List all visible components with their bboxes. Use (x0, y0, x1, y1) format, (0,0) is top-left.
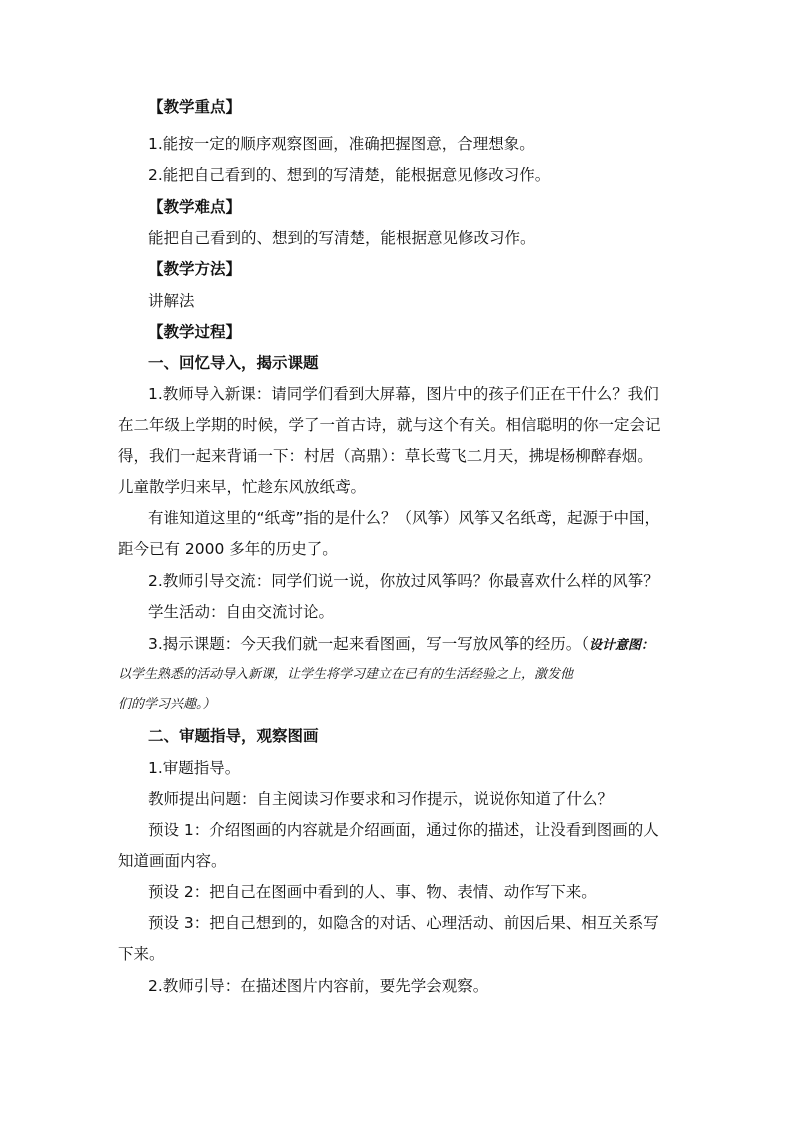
design-intent-label: 设计意图： (589, 638, 655, 653)
paragraph-line: 得，我们一起来背诵一下：村居（高鼎）：草长莺飞二月天，拂堤杨柳醉春烟。 (118, 447, 653, 465)
paragraph-line: 距今已有 2000 多年的历史了。 (118, 540, 338, 558)
paragraph-line: 1.能按一定的顺序观察图画，准确把握图意，合理想象。 (148, 135, 535, 153)
paragraph-line: 下来。 (118, 945, 165, 963)
paragraph-line (148, 634, 668, 656)
paragraph-line: 学生活动：自由交流讨论。 (148, 603, 335, 621)
section-heading-1: 一、回忆导入，揭示课题 (148, 354, 319, 372)
paragraph-line: 2.能把自己看到的、想到的写清楚，能根据意见修改习作。 (148, 166, 551, 184)
paragraph-line: 1.教师导入新课：请同学们看到大屏幕，图片中的孩子们正在干什么？我们 (148, 385, 659, 403)
design-intent-line: 们的学习兴趣。） (118, 697, 216, 712)
heading-teaching-process: 【教学过程】 (148, 323, 242, 341)
heading-teaching-difficulty: 【教学难点】 (148, 198, 242, 216)
paragraph-line: 2.教师引导交流：同学们说一说，你放过风筝吗？你最喜欢什么样的风筝？ (148, 572, 659, 590)
design-intent-line: 以学生熟悉的活动导入新课，让学生将学习建立在已有的生活经验之上，激发他 (118, 667, 574, 682)
paragraph-line: 预设 3：把自己想到的，如隐含的对话、心理活动、前因后果、相互关系写 (148, 914, 659, 932)
heading-teaching-focus: 【教学重点】 (148, 98, 242, 116)
section-heading-2: 二、审题指导，观察图画 (148, 727, 319, 745)
paragraph-line: 预设 2：把自己在图画中看到的人、事、物、表情、动作写下来。 (148, 883, 597, 901)
paragraph-line: 在二年级上学期的时候，学了一首古诗，就与这个有关。相信聪明的你一定会记 (118, 416, 661, 434)
paragraph-line: 教师提出问题：自主阅读习作要求和习作提示，说说你知道了什么？ (148, 790, 614, 808)
paragraph-line: 讲解法 (148, 292, 195, 310)
paragraph-line: 能把自己看到的、想到的写清楚，能根据意见修改习作。 (148, 229, 536, 247)
paragraph-line: 1.审题指导。 (148, 759, 241, 777)
paragraph-line: 有谁知道这里的“纸鸢”指的是什么？（风筝）风筝又名纸鸢，起源于中国， (148, 509, 661, 527)
paragraph-line: 2.教师引导：在描述图片内容前，要先学会观察。 (148, 977, 489, 995)
paragraph-line: 预设 1：介绍图画的内容就是介绍画面，通过你的描述，让没看到图画的人 (148, 821, 659, 839)
paragraph-text: 3.揭示课题：今天我们就一起来看图画，写一写放风筝的经历。（ (148, 635, 590, 653)
paragraph-line: 知道画面内容。 (118, 852, 227, 870)
paragraph-line: 儿童散学归来早，忙趁东风放纸鸢。 (118, 478, 367, 496)
heading-teaching-method: 【教学方法】 (148, 260, 242, 278)
